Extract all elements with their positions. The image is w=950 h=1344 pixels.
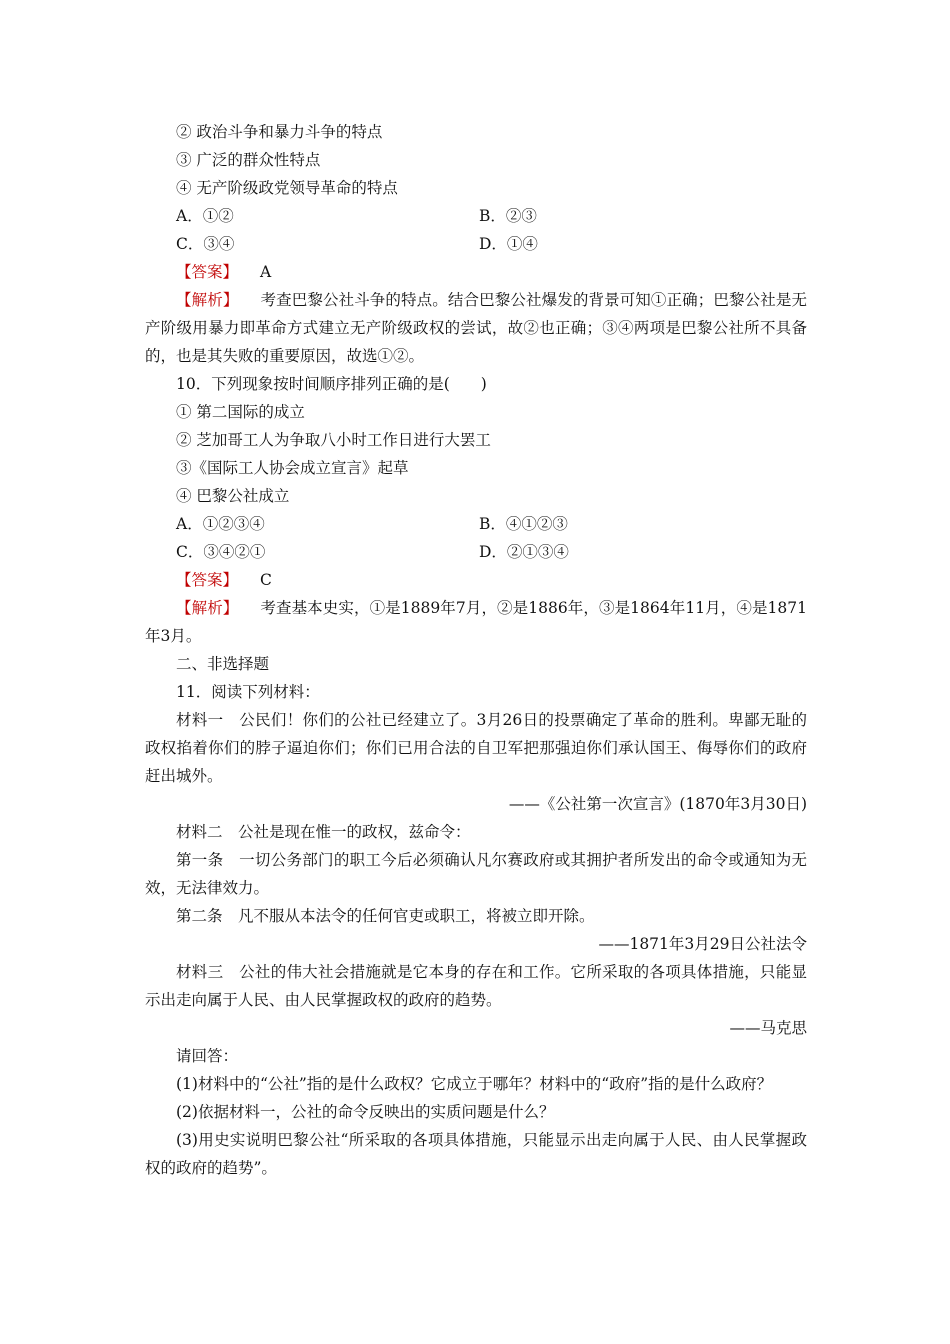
q10-analysis-text: 考查基本史实，①是1889年7月，②是1886年，③是1864年11月，④是1871年3月。 bbox=[145, 599, 807, 645]
q11-material-2-source: ——1871年3月29日公社法令 bbox=[598, 935, 807, 953]
q11-material-2-article-2: 第二条 凡不服从本法令的任何官吏或职工，将被立即开除。 bbox=[176, 907, 595, 925]
q9-analysis bbox=[145, 286, 807, 370]
q9-item-3: ③ 广泛的群众性特点 bbox=[176, 151, 321, 169]
q10-answer-value: C bbox=[260, 571, 272, 589]
q11-material-1-source: ——《公社第一次宣言》(1870年3月30日) bbox=[508, 795, 807, 813]
q9-option-a: A．①② bbox=[176, 207, 234, 225]
q9-item-4: ④ 无产阶级政党领导革命的特点 bbox=[176, 179, 398, 197]
q10-answer bbox=[145, 566, 807, 594]
q10-item-1: ① 第二国际的成立 bbox=[176, 403, 305, 421]
q9-option-d: D．①④ bbox=[479, 235, 538, 253]
q10-option-b: B．④①②③ bbox=[479, 515, 568, 533]
q11-sub-question-1: (1)材料中的“公社”指的是什么政权？它成立于哪年？材料中的“政府”指的是什么政府？ bbox=[176, 1075, 773, 1093]
q9-option-b: B．②③ bbox=[479, 207, 537, 225]
q9-analysis-text: 考查巴黎公社斗争的特点。结合巴黎公社爆发的背景可知①正确；巴黎公社是无产阶级用暴力即革命方式建立无产阶级政权的尝试，故②也正确；③④两项是巴黎公社所不具备的，也是其失败的重要原因，故选①②。 bbox=[145, 291, 807, 365]
q9-answer-value: A bbox=[260, 263, 272, 281]
q10-analysis-tag: 【解析】 bbox=[176, 599, 239, 617]
q10-item-4: ④ 巴黎公社成立 bbox=[176, 487, 290, 505]
q9-answer-tag: 【答案】 bbox=[176, 263, 239, 281]
q10-options-row-1 bbox=[145, 510, 807, 538]
q11-material-3-source: ——马克思 bbox=[729, 1019, 807, 1037]
q9-options-row-2 bbox=[145, 230, 807, 258]
q10-option-d: D．②①③④ bbox=[479, 543, 569, 561]
q11-sub-question-3: (3)用史实说明巴黎公社“所采取的各项具体措施，只能显示出走向属于人民、由人民掌握政权的政府的趋势”。 bbox=[145, 1131, 807, 1177]
q10-option-a: A．①②③④ bbox=[176, 515, 265, 533]
q11-material-1: 材料一 公民们！你们的公社已经建立了。3月26日的投票确定了革命的胜利。卑鄙无耻的政权掐着你们的脖子逼迫你们；你们已用合法的自卫军把那强迫你们承认国王、侮辱你们的政府赶出城外。 bbox=[145, 711, 807, 785]
q9-options-row-1 bbox=[145, 202, 807, 230]
q9-option-c: C．③④ bbox=[176, 235, 235, 253]
q10-answer-tag: 【答案】 bbox=[176, 571, 239, 589]
q11-material-3: 材料三 公社的伟大社会措施就是它本身的存在和工作。它所采取的各项具体措施，只能显示出走向属于人民、由人民掌握政权的政府的趋势。 bbox=[145, 963, 807, 1009]
document-page bbox=[145, 118, 807, 1182]
q11-material-2: 材料二 公社是现在惟一的政权，兹命令： bbox=[176, 823, 471, 841]
section-heading: 二、非选择题 bbox=[176, 655, 270, 673]
q10-option-c: C．③④②① bbox=[176, 543, 266, 561]
q11-stem: 11．阅读下列材料： bbox=[176, 683, 320, 701]
q10-stem: 10．下列现象按时间顺序排列正确的是( ) bbox=[176, 375, 487, 393]
q9-analysis-tag: 【解析】 bbox=[176, 291, 239, 309]
q11-material-2-article-1: 第一条 一切公务部门的职工今后必须确认凡尔赛政府或其拥护者所发出的命令或通知为无效，无法律效力。 bbox=[145, 851, 807, 897]
q10-item-3: ③《国际工人协会成立宣言》起草 bbox=[176, 459, 409, 477]
q10-options-row-2 bbox=[145, 538, 807, 566]
q9-item-2: ② 政治斗争和暴力斗争的特点 bbox=[176, 123, 383, 141]
q10-item-2: ② 芝加哥工人为争取八小时工作日进行大罢工 bbox=[176, 431, 491, 449]
q11-ask: 请回答： bbox=[176, 1047, 239, 1065]
q10-analysis bbox=[145, 594, 807, 650]
q9-answer bbox=[145, 258, 807, 286]
q11-sub-question-2: (2)依据材料一，公社的命令反映出的实质问题是什么？ bbox=[176, 1103, 555, 1121]
